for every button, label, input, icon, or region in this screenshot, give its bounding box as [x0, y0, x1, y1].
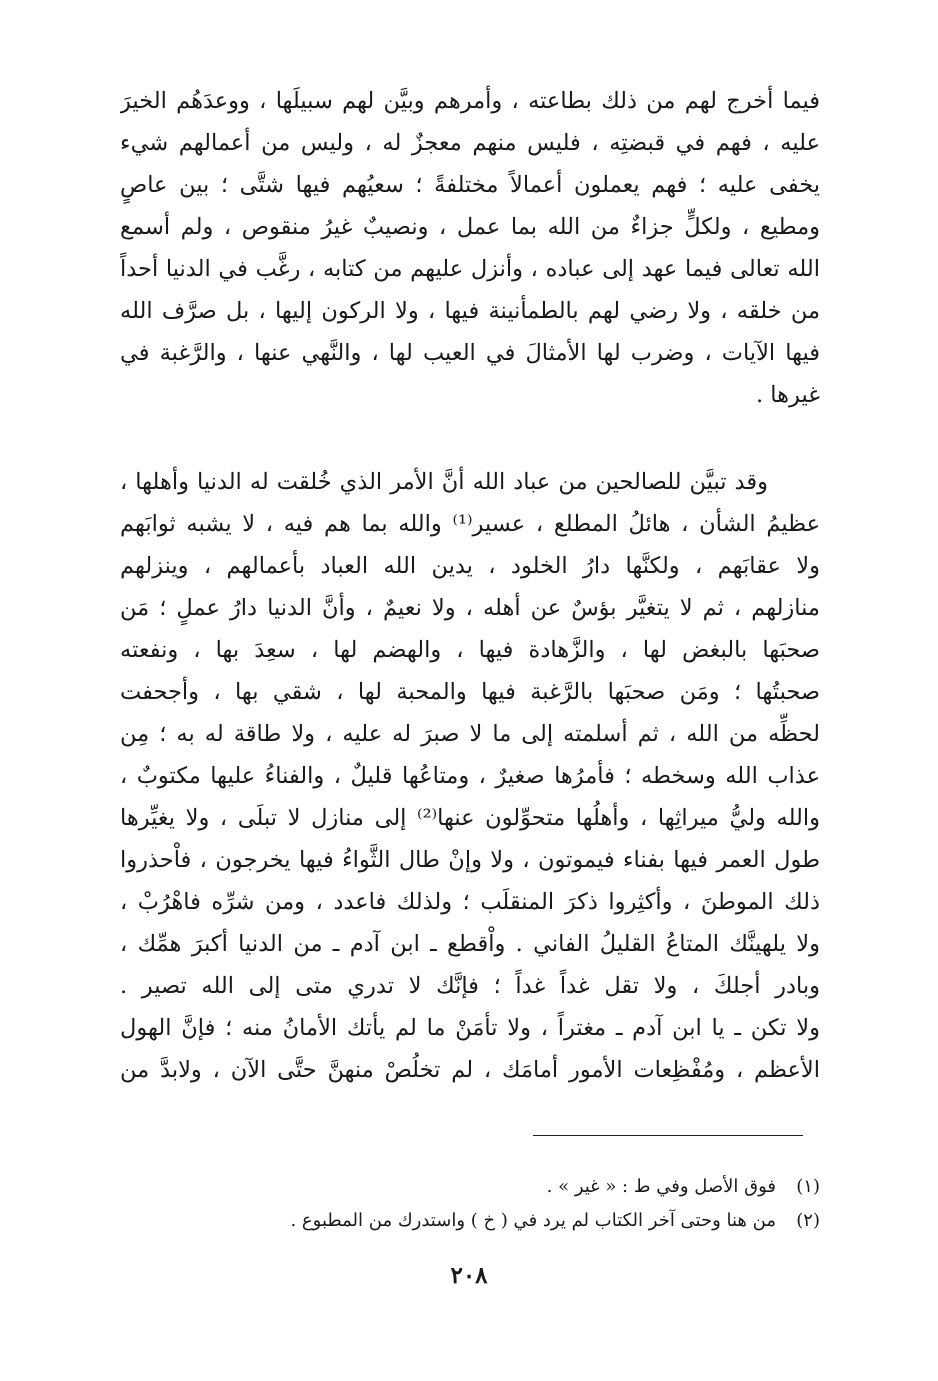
- footnote-text: من هنا وحتى آخر الكتاب لم يرد في ( خ ) واستدرك من المطبوع .: [290, 1210, 776, 1231]
- footnote-text: فوق الأصل وفي ط : « غير » .: [546, 1176, 776, 1197]
- page-number: ٢٠٨: [450, 1262, 488, 1289]
- text-line: ولا عقابَهم ، ولكنَّها دارُ الخلود ، يدين الله العباد بأعمالهم ، وينزلهم: [120, 553, 820, 579]
- footnote-2: [120, 1204, 820, 1238]
- text-line: غيرها .: [756, 382, 820, 408]
- text-line: لحظِّه من الله ، ثم أسلمته إلى ما لا صبرَ له عليه ، ولا طاقة له به ؛ مِن: [120, 721, 820, 747]
- text-line: ذلك الموطنَ ، وأكثِروا ذكرَ المنقلَب ؛ ولذلك فاعدد ، ومن شرِّه فاهْرُبْ ،: [120, 889, 820, 915]
- footnote-number: (٢): [796, 1210, 820, 1231]
- paragraph-1: [120, 80, 820, 416]
- paragraph-2: [120, 461, 820, 1091]
- text-line: وبادر أجلكَ ، ولا تقل غداً غداً ؛ فإنَّك لا تدري متى إلى الله تصير .: [120, 973, 820, 999]
- text-line: الأعظم ، ومُفْظِعات الأمور أمامَك ، لم تخلُصْ منهنَّ حتَّى الآن ، ولابدَّ من: [120, 1057, 820, 1083]
- text-line: عظيمُ الشأن ، هائلُ المطلع ، عسير⁽¹⁾ والله بما هم فيه ، لا يشبه ثوابَهم: [120, 511, 820, 537]
- text-line: عذاب الله وسخطه ؛ فأمرُها صغيرٌ ، ومتاعُها قليلٌ ، والفناءُ عليها مكتوبٌ ،: [120, 763, 820, 789]
- text-line: طول العمر فيها بفناء فيموتون ، ولا وإنْ طال الثَّواءُ فيها يخرجون ، فاْحذروا: [120, 847, 820, 873]
- text-line: يخفى عليه ؛ فهم يعملون أعمالاً مختلفةً ؛ سعيُهم فيها شتَّى ؛ بين عاصٍ: [120, 172, 820, 198]
- text-line: ولا يلهينَّك المتاعُ القليلُ الفاني . واْقطع ـ ابن آدم ـ من الدنيا أكبرَ همِّك ،: [120, 931, 820, 957]
- text-line: فيما أخرج لهم من ذلك بطاعته ، وأمرهم وبيَّن لهم سبيلَها ، ووعدَهُم الخيرَ: [120, 88, 820, 114]
- footnote-1: [120, 1170, 820, 1204]
- text-line: ومطيع ، ولكلٍّ جزاءٌ من الله بما عمل ، ونصيبٌ غيرُ منقوص ، ولم أسمع: [120, 214, 820, 240]
- footnotes: [120, 1170, 820, 1238]
- footnote-separator: [533, 1135, 803, 1136]
- text-line: صحبتُها ؛ ومَن صحبَها بالرَّغبة فيها والمحبة لها ، شقي بها ، وأجحفت: [120, 679, 820, 705]
- text-line: وقد تبيَّن للصالحين من عباد الله أنَّ الأمر الذي خُلقت له الدنيا وأهلها ،: [120, 469, 768, 495]
- text-line: عليه ، فهم في قبضتِه ، فليس منهم معجزٌ له ، وليس من أعمالهم شيء: [120, 130, 820, 156]
- text-line: منازلهم ، ثم لا يتغيَّر بؤسٌ عن أهله ، ولا نعيمٌ ، وأنَّ الدنيا دارُ عملٍ ؛ مَن: [120, 595, 820, 621]
- text-line: صحبَها بالبغض لها ، والزَّهادة فيها ، والهضم لها ، سعِدَ بها ، ونفعته: [120, 637, 820, 663]
- text-line: من خلقه ، ولا رضي لهم بالطمأنينة فيها ، ولا الركون إليها ، بل صرَّف الله: [120, 298, 820, 324]
- text-line: ولا تكن ـ يا ابن آدم ـ مغتراً ، ولا تأمَنْ ما لم يأتك الأمانُ منه ؛ فإنَّ الهول: [120, 1015, 820, 1041]
- text-line: الله تعالى فيما عهد إلى عباده ، وأنزل عليهم من كتابه ، رغَّب في الدنيا أحداً: [120, 256, 820, 282]
- footnote-number: (١): [796, 1176, 820, 1197]
- text-line: والله وليُّ ميراثِها ، وأهلُها متحوِّلون عنها⁽²⁾ إلى منازل لا تبلَى ، ولا يغيِّرها: [120, 805, 820, 831]
- text-line: فيها الآيات ، وضرب لها الأمثالَ في العيب لها ، والنَّهي عنها ، والرَّغبة في: [120, 340, 820, 366]
